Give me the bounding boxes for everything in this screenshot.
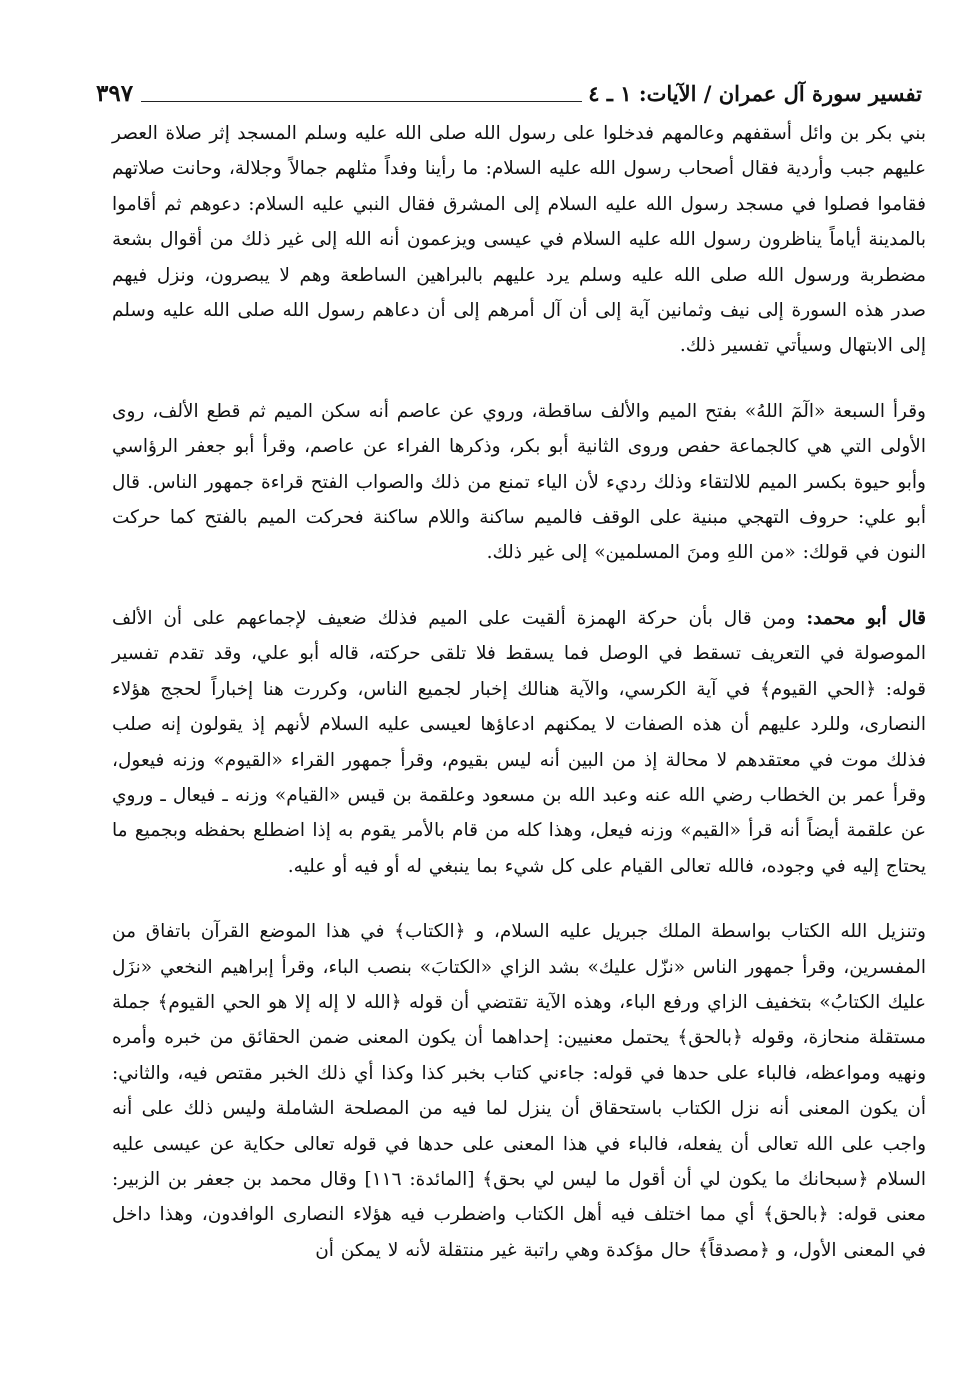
paragraph-text: وتنزيل الله الكتاب بواسطة الملك جبريل عليه السلام، و ﴿الكتاب﴾ في هذا الموضع القرآن باتفاق من المفسرين، وقرأ جمهور الناس «نزّل عليك» بشد الزاي «الكتابَ» بنصب الباء، وقرأ إبراهيم النخعي «نزَل عليك الكتابُ» بتخفيف الزاي ورفع الباء، وهذه الآية تقتضي أن قوله ﴿الله لا إله إلا هو الحي القيوم﴾ جملة مستقلة منحازة، وقوله ﴿بالحق﴾ يحتمل معنيين: إحداهما أن يكون المعنى ضمن الحقائق من خبره وأمره ونهيه ومواعظه، فالباء على حدها في قوله: جاءني كتاب بخبر كذا وكذا أي ذلك الخبر مقتص فيه، والثاني: أن يكون المعنى أنه نزل الكتاب باستحقاق أن ينزل لما فيه من المصلحة الشاملة وليس ذلك على أنه واجب على الله تعالى أن يفعله، فالباء في هذا المعنى على حدها في قوله تعالى حكاية عن عيسى عليه السلام ﴿سبحانك ما يكون لي أن أقول ما ليس لي بحق﴾ [المائدة: ١١٦] وقال محمد بن جعفر بن الزبير: معنى قوله: ﴿بالحق﴾ أي مما اختلف فيه أهل الكتاب واضطرب فيه هؤلاء النصارى الوافدون، وهذا داخل في المعنى الأول، و ﴿مصدقاً﴾ حال مؤكدة وهي راتبة غير منتقلة لأنه لا يمكن أن <box>112 921 926 1261</box>
paragraph <box>112 394 926 571</box>
page-body <box>112 116 926 1268</box>
paragraph <box>112 914 926 1268</box>
paragraph-spacer <box>112 884 926 914</box>
header-title: تفسير سورة آل عمران / الآيات: ١ ـ ٤ <box>588 80 922 106</box>
paragraph-text: وقرأ السبعة «الٓمٓ اللهُ» بفتح الميم والألف ساقطة، وروي عن عاصم أنه سكن الميم ثم قطع الألف، روى الأولى التي هي كالجماعة حفص وروى الثانية أبو بكر، وذكرها الفراء عن عاصم، وقرأ أبو جعفر الرؤاسي وأبو حيوة بكسر الميم للالتقاء وذلك رديء لأن الياء تمنع من ذلك والصواب الفتح قراءة جمهور الناس. قال أبو علي: حروف التهجي مبنية على الوقف فالميم ساكنة واللام ساكنة فحركت الميم بالفتح كما حركت النون في قولك: «من اللهِ ومنَ المسلمين» إلى غير ذلك. <box>112 400 926 564</box>
paragraph <box>112 601 926 884</box>
page-number: ٣٩٧ <box>96 79 134 107</box>
paragraph-text: بني بكر بن وائل أسقفهم وعالمهم فدخلوا على رسول الله صلى الله عليه وسلم المسجد إثر صلاة العصر عليهم جبب وأردية فقال أصحاب رسول الله عليه السلام: ما رأينا وفداً مثلهم جمالاً وجلالة، وحانت صلاتهم فقاموا فصلوا في مسجد رسول الله عليه السلام إلى المشرق فقال النبي عليه السلام: دعوهم ثم أقاموا بالمدينة أياماً يناظرون رسول الله عليه السلام في عيسى ويزعمون أنه الله إلى غير ذلك من أقوال بشعة مضطربة ورسول الله صلى الله عليه وسلم يرد عليهم بالبراهين الساطعة وهم لا يبصرون، ونزل فيهم صدر هذه السورة إلى نيف وثمانين آية إلى أن آل أمرهم إلى أن دعاهم رسول الله صلى الله عليه وسلم إلى الابتهال وسيأتي تفسير ذلك. <box>112 123 926 357</box>
running-header <box>96 76 922 110</box>
paragraph-spacer <box>112 571 926 601</box>
paragraph-spacer <box>112 364 926 394</box>
paragraph-text: ومن قال بأن حركة الهمزة ألقيت على الميم فذلك ضعيف لإجماعهم على أن الألف الموصولة في التعريف تسقط في الوصل فما يسقط فلا تلقى حركته، قاله أبو علي، وقد تقدم تفسير قوله: ﴿الحي القيوم﴾ في آية الكرسي، والآية هنالك إخبار لجميع الناس، وكررت هنا إخباراً لحجج هؤلاء النصارى، وللرد عليهم أن هذه الصفات لا يمكنهم ادعاؤها لعيسى عليه السلام لأنهم إذ يقولون إنه صلب فذلك موت في معتقدهم لا محالة إذ من البين أنه ليس بقيوم، وقرأ جمهور القراء «القيوم» وزنه فيعول، وقرأ عمر بن الخطاب رضي الله عنه وعبد الله بن مسعود وعلقمة بن قيس «القيام» وزنه ـ فيعال ـ وروي عن علقمة أيضاً أنه قرأ «القيم» وزنه فيعل، وهذا كله من قام بالأمر يقوم به إذا اضطلع بحفظه وبجميع ما يحتاج إليه في وجوده، فالله تعالى القيام على كل شيء بما ينبغي له أو فيه أو عليه. <box>112 607 926 877</box>
header-rule <box>141 101 582 102</box>
paragraph-lead: قال أبو محمد: <box>806 607 926 629</box>
paragraph <box>112 116 926 364</box>
